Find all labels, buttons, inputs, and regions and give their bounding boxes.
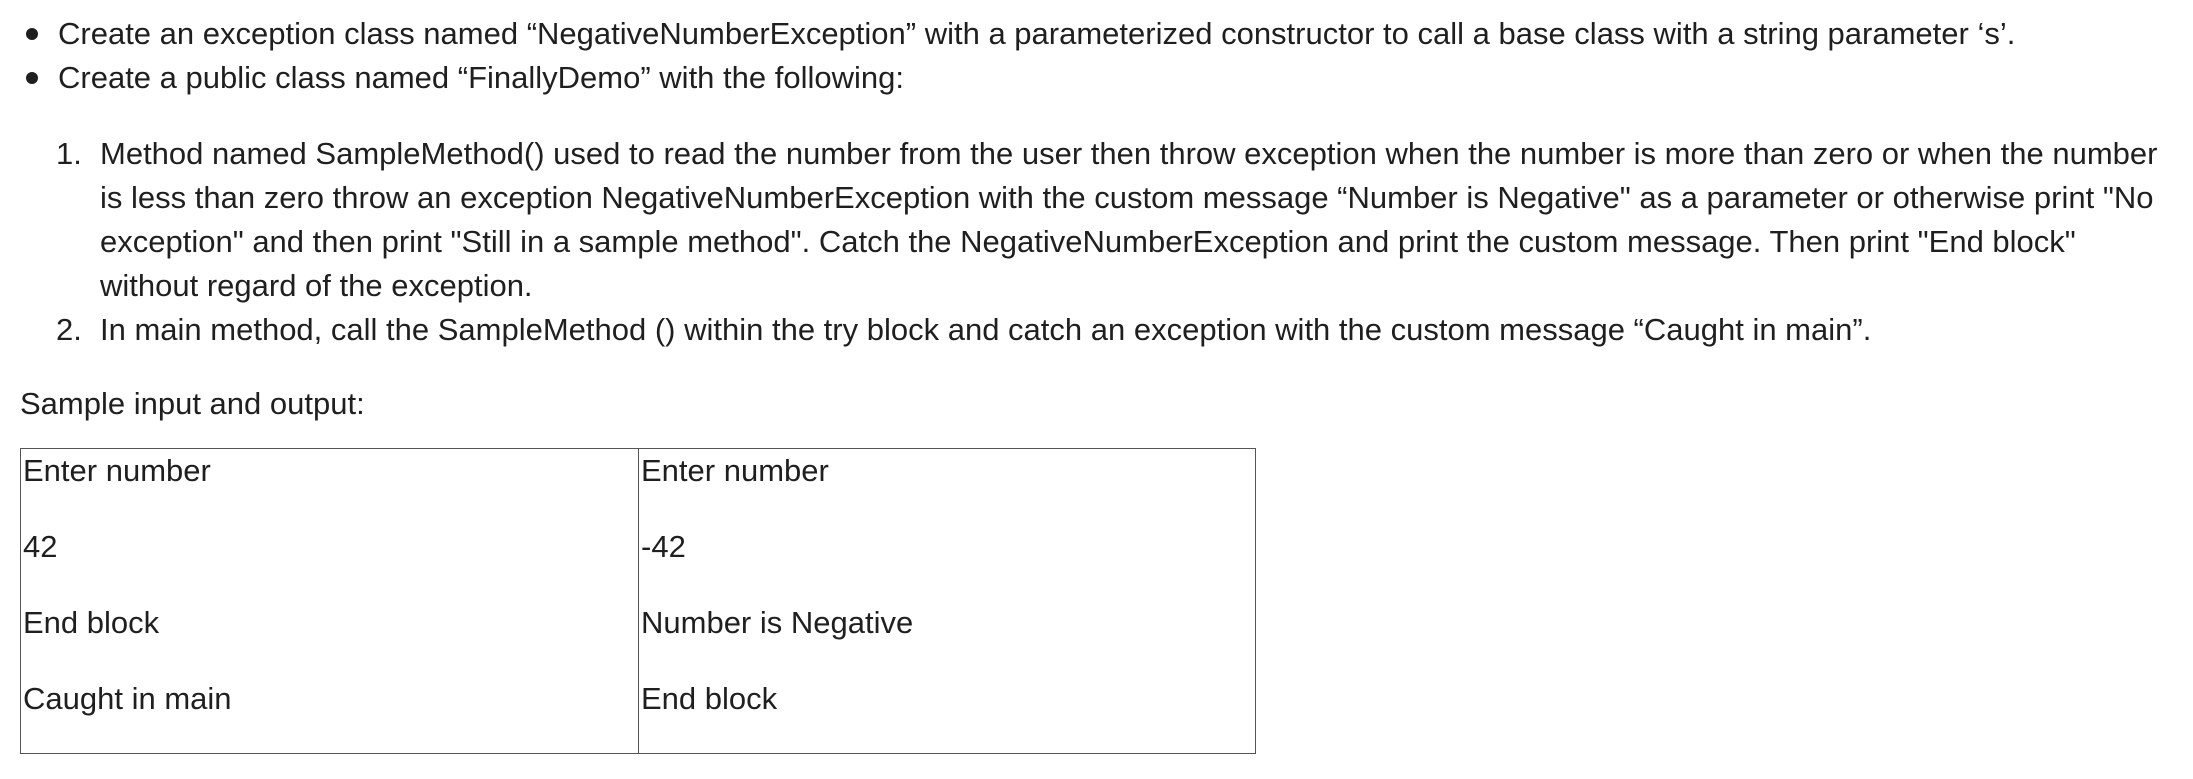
cell-line: End block — [641, 681, 778, 716]
sample-label: Sample input and output: — [20, 386, 365, 421]
cell-line: 42 — [23, 529, 58, 564]
table-row — [21, 449, 1256, 754]
cell-line: Enter number — [641, 453, 829, 488]
item-number: 2. — [56, 312, 82, 347]
numbered-list — [20, 132, 2180, 352]
cell-line: Number is Negative — [641, 605, 914, 640]
item-number: 1. — [56, 136, 82, 171]
item-text: Method named SampleMethod() used to read the number from the user then throw exception when the number is more than zero or when the number is less than zero throw an exception NegativeNumberException with the custom message “Number is Negative" as a parameter or otherwise print "No exception" and then print "Still in a sample method". Catch the NegativeNumberException and print the custom message. Then print "End block" without regard of the exception. — [100, 136, 2158, 303]
cell-line: -42 — [641, 529, 686, 564]
cell-line: Caught in main — [23, 681, 232, 716]
numbered-item — [20, 308, 2180, 352]
document-body — [20, 12, 2180, 754]
cell-line: End block — [23, 605, 160, 640]
bullet-item: Create an exception class named “NegativeNumberException” with a parameterized constructor to call a base class with a string parameter ‘s’. — [20, 12, 2180, 56]
numbered-item — [20, 132, 2180, 308]
item-text: In main method, call the SampleMethod () within the try block and catch an exception with the custom message “Caught in main”. — [100, 312, 1872, 347]
bullet-item: Create a public class named “FinallyDemo” with the following: — [20, 56, 2180, 100]
sample-io-table — [20, 448, 1256, 754]
cell-line: Enter number — [23, 453, 211, 488]
table-cell-right — [639, 449, 1256, 754]
table-cell-left — [21, 449, 639, 754]
bullet-list — [20, 12, 2180, 100]
